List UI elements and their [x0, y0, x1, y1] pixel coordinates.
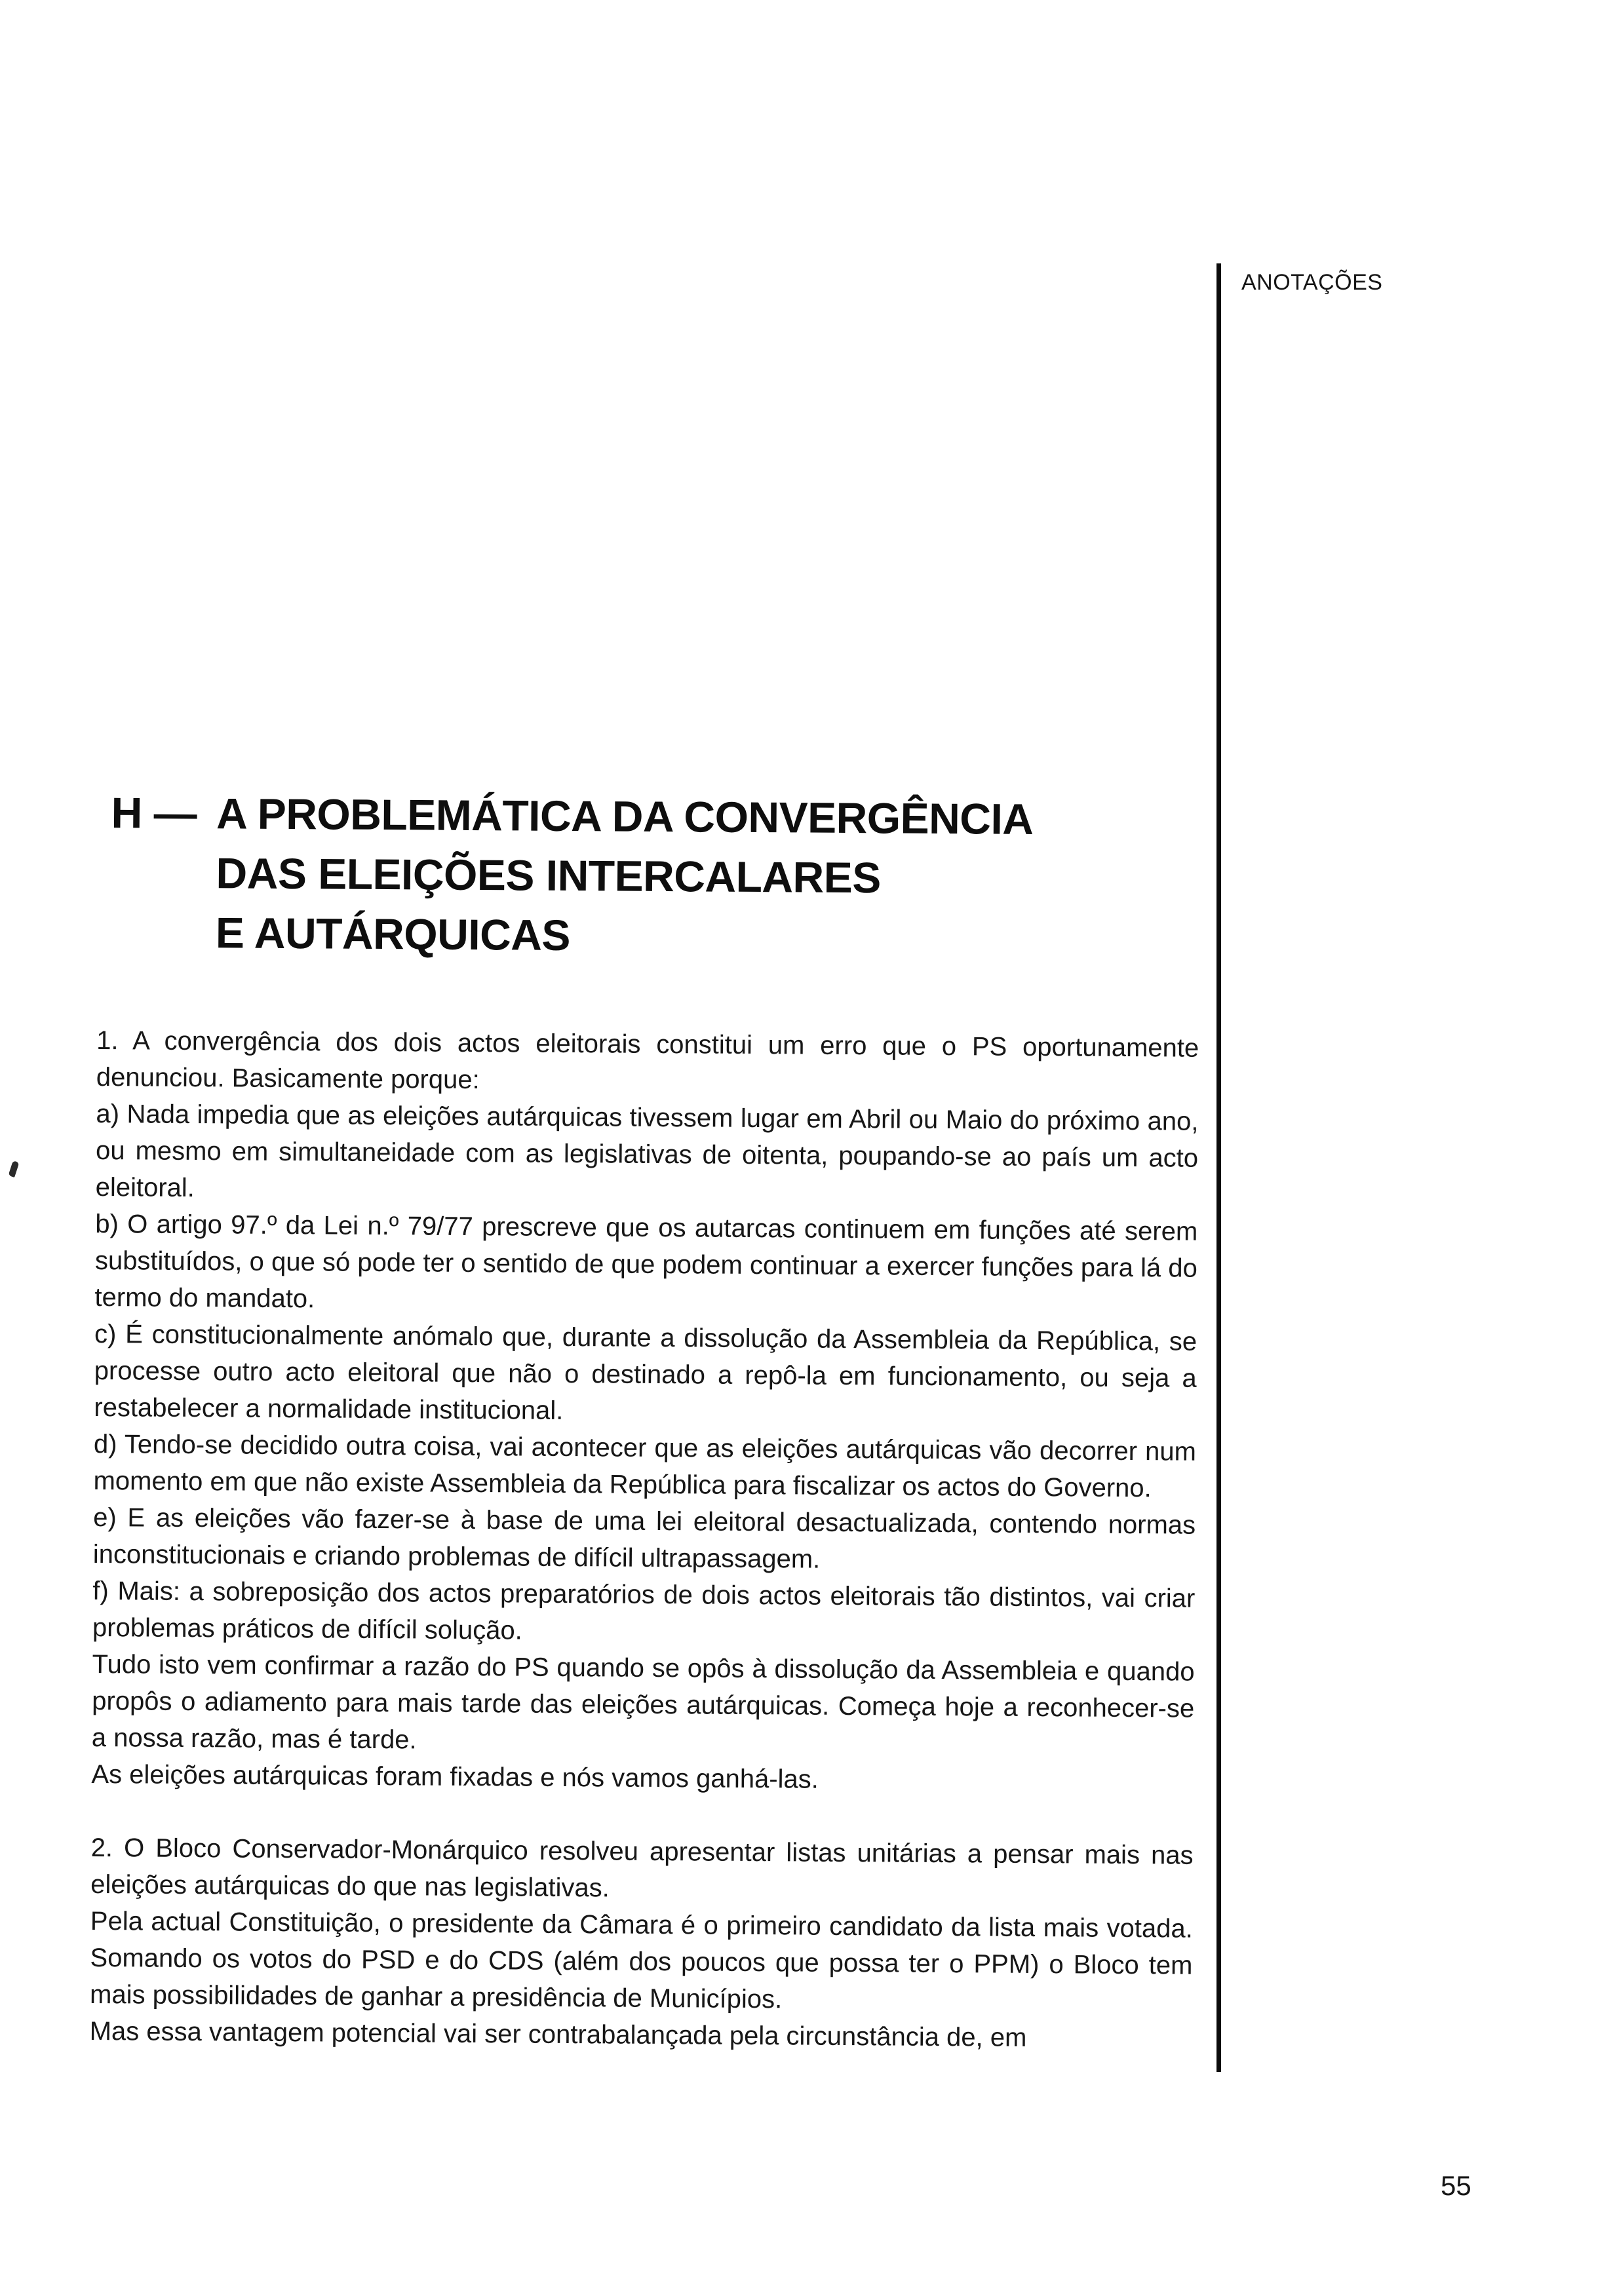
body-text: [90, 1022, 1199, 2057]
content-column: [90, 783, 1201, 2057]
heading-line-3: E AUTÁRQUICAS: [215, 908, 571, 960]
heading-line-1: A PROBLEMÁTICA DA CONVERGÊNCIA: [216, 789, 1034, 843]
paragraph-d: d) Tendo-se decidido outra coisa, vai acontecer que as eleições autárquicas vão decorrer num momento em que não existe Assembleia da República para fiscalizar os actos do Governo.: [93, 1430, 1197, 1503]
heading-line-2: DAS ELEIÇÕES INTERCALARES: [216, 849, 882, 902]
margin-label: ANOTAÇÕES: [1241, 270, 1383, 295]
paragraph-2c: Mas essa vantagem potencial vai ser contrabalançada pela circunstância de, em: [89, 2017, 1027, 2053]
paragraph-2b: Pela actual Constituição, o presidente da Câmara é o primeiro candidato da lista mais votada. Somando os votos do PSD e do CDS (além dos poucos que possa ter o PPM) o Bloco tem mais possibilidades de ganhar a presidência de Municípios.: [89, 1907, 1193, 2014]
paragraph-e: e) E as eleições vão fazer-se à base de uma lei eleitoral desactualizada, contendo normas inconstitucionais e criando problemas de difícil ultrapassagem.: [92, 1503, 1196, 1574]
paragraph-a: a) Nada impedia que as eleições autárquicas tivessem lugar em Abril ou Maio do próximo ano, ou mesmo em simultaneidade com as legislativas de oitenta, poupando-se ao país um acto eleitoral.: [95, 1100, 1199, 1203]
section-heading: [110, 783, 1201, 970]
paragraph-1: 1. A convergência dos dois actos eleitorais constitui um erro que o PS oportunamente denunciou. Basicamente porque:: [96, 1026, 1199, 1095]
paragraph-conclusion-1: Tudo isto vem confirmar a razão do PS quando se opôs à dissolução da Assembleia e quando propôs o adiamento para mais tarde das eleições autárquicas. Começa hoje a reconhecer-se a nossa razão, mas é tarde.: [91, 1650, 1195, 1755]
section-letter: H —: [111, 788, 197, 838]
paragraph-2: 2. O Bloco Conservador-Monárquico resolveu apresentar listas unitárias a pensar mais nas eleições autárquicas do que nas legislativas.: [90, 1833, 1194, 1903]
scan-artifact: [9, 1160, 20, 1177]
paragraph-conclusion-2: As eleições autárquicas foram fixadas e nós vamos ganhá-las.: [91, 1760, 819, 1794]
paragraph-b: b) O artigo 97.º da Lei n.º 79/77 prescreve que os autarcas continuem em funções até serem substituídos, o que só pode ter o sentido de que podem continuar a exercer funções para lá do termo do mandato.: [94, 1210, 1198, 1314]
margin-rule: [1216, 263, 1221, 2072]
paragraph-f: f) Mais: a sobreposição dos actos preparatórios de dois actos eleitorais tão distintos, vai criar problemas práticos de difícil solução.: [92, 1577, 1196, 1645]
paragraph-c: c) É constitucionalmente anómalo que, durante a dissolução da Assembleia da República, se processe outro acto eleitoral que não o destinado a repô-la em funcionamento, ou seja a restabelecer a normalidade institucional.: [94, 1320, 1197, 1426]
heading-lines: [216, 784, 1034, 968]
page-number: 55: [1441, 2170, 1471, 2201]
